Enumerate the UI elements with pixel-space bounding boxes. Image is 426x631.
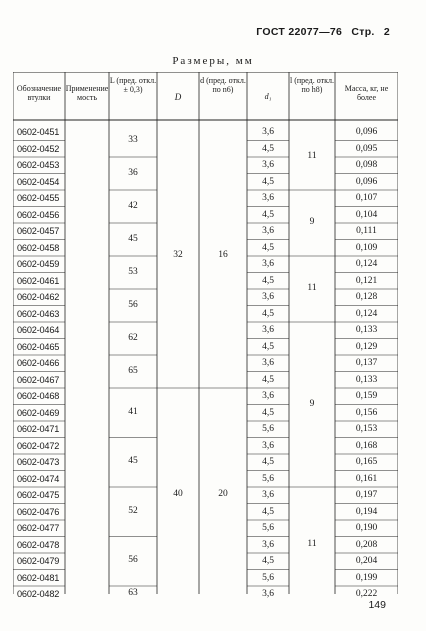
d1-cell: 3,6 <box>262 440 274 451</box>
designation-cell: 0602-0463 <box>17 308 60 319</box>
mass-cell: 0,161 <box>355 473 378 484</box>
d1-cell: 3,6 <box>262 259 274 269</box>
L-cell: 41 <box>128 406 138 417</box>
designation-cell: 0602-0456 <box>17 209 60 220</box>
mass-cell: 0,222 <box>355 589 378 599</box>
mass-cell: 0,208 <box>355 539 378 550</box>
l-cell: 11 <box>307 151 317 161</box>
page-number: 149 <box>368 599 386 611</box>
designation-cell: 0602-0475 <box>17 490 60 500</box>
designation-cell: 0602-0451 <box>17 127 60 137</box>
d1-cell: 5,6 <box>262 424 274 434</box>
d1-cell: 4,5 <box>262 275 274 286</box>
mass-cell: 0,199 <box>355 572 378 583</box>
d-cell: 20 <box>218 489 228 500</box>
designation-cell: 0602-0467 <box>17 374 60 385</box>
d1-cell: 3,6 <box>262 292 274 302</box>
designation-cell: 0602-0482 <box>17 589 60 599</box>
d1-cell: 4,5 <box>262 506 274 517</box>
designation-cell: 0602-0473 <box>17 457 60 467</box>
table-title: Размеры, мм <box>172 55 254 67</box>
col-header-mass: Масса, кг, не более <box>344 84 389 103</box>
d1-cell: 3,6 <box>262 589 274 599</box>
d-cell: 16 <box>218 250 228 260</box>
mass-cell: 0,153 <box>355 424 378 434</box>
d1-cell: 5,6 <box>262 473 274 484</box>
d1-cell: 3,6 <box>262 325 274 335</box>
mass-cell: 0,168 <box>355 440 378 451</box>
d1-cell: 5,6 <box>262 572 274 583</box>
mass-cell: 0,098 <box>355 160 378 170</box>
d1-cell: 3,6 <box>262 193 274 203</box>
dimensions-table <box>13 72 398 599</box>
designation-cell: 0602-0452 <box>17 143 60 154</box>
mass-cell: 0,095 <box>355 143 378 154</box>
designation-cell: 0602-0476 <box>17 506 60 517</box>
L-cell: 56 <box>128 299 138 310</box>
col-header-designation: Обозначение втулки <box>16 84 62 103</box>
designation-cell: 0602-0454 <box>17 176 60 187</box>
d1-cell: 3,6 <box>262 127 274 137</box>
L-cell: 45 <box>128 456 138 467</box>
l-cell: 9 <box>309 217 315 227</box>
col-header-l: l (пред. откл. по h8) <box>290 76 334 95</box>
d1-cell: 4,5 <box>262 556 274 566</box>
designation-cell: 0602-0468 <box>17 391 60 401</box>
designation-cell: 0602-0479 <box>17 556 60 566</box>
L-cell: 36 <box>128 167 138 178</box>
designation-cell: 0602-0464 <box>17 325 60 335</box>
d1-cell: 3,6 <box>262 160 274 170</box>
D-cell: 40 <box>173 489 183 500</box>
col-header-d1: d₁ <box>264 92 272 101</box>
mass-cell: 0,197 <box>355 490 378 500</box>
l-cell: 9 <box>309 398 315 409</box>
L-cell: 56 <box>128 555 138 566</box>
designation-cell: 0602-0472 <box>17 440 60 451</box>
standard-number: ГОСТ 22077—76 <box>256 26 343 38</box>
d1-cell: 4,5 <box>262 374 274 385</box>
designation-cell: 0602-0462 <box>17 292 60 302</box>
designation-cell: 0602-0461 <box>17 275 60 286</box>
designation-cell: 0602-0474 <box>17 473 60 484</box>
page-header <box>250 26 390 38</box>
mass-cell: 0,156 <box>355 407 378 418</box>
d1-cell: 4,5 <box>262 341 274 352</box>
designation-cell: 0602-0471 <box>17 424 60 434</box>
designation-cell: 0602-0466 <box>17 358 60 368</box>
D-cell: 32 <box>173 250 183 260</box>
d1-cell: 3,6 <box>262 539 274 550</box>
d1-cell: 4,5 <box>262 407 274 418</box>
d1-cell: 3,6 <box>262 391 274 401</box>
designation-cell: 0602-0465 <box>17 341 60 352</box>
mass-cell: 0,129 <box>355 341 378 352</box>
designation-cell: 0602-0478 <box>17 539 60 550</box>
mass-cell: 0,124 <box>355 259 378 269</box>
mass-cell: 0,137 <box>355 358 378 368</box>
mass-cell: 0,133 <box>355 374 378 385</box>
mass-cell: 0,159 <box>355 391 378 401</box>
col-header-application: Применение мость <box>65 84 109 103</box>
page-num: 2 <box>383 26 390 38</box>
mass-cell: 0,190 <box>355 523 378 533</box>
d1-cell: 4,5 <box>262 308 274 319</box>
mass-cell: 0,096 <box>355 127 378 137</box>
d1-cell: 3,6 <box>262 226 274 236</box>
L-cell: 52 <box>128 505 138 516</box>
col-header-D: D <box>174 92 182 102</box>
d1-cell: 5,6 <box>262 523 274 533</box>
L-cell: 42 <box>128 200 138 211</box>
col-header-d: d (пред. откл. по n6) <box>200 76 246 95</box>
designation-cell: 0602-0458 <box>17 242 60 253</box>
d1-cell: 4,5 <box>262 209 274 220</box>
mass-cell: 0,165 <box>355 457 378 467</box>
mass-cell: 0,111 <box>356 226 377 236</box>
L-cell: 62 <box>128 332 138 343</box>
d1-cell: 3,6 <box>262 358 274 368</box>
L-cell: 45 <box>128 233 138 244</box>
L-cell: 63 <box>128 588 138 599</box>
l-cell: 11 <box>307 283 317 293</box>
designation-cell: 0602-0477 <box>17 523 60 533</box>
d1-cell: 4,5 <box>262 242 274 253</box>
l-cell: 11 <box>307 538 317 549</box>
d1-cell: 4,5 <box>262 176 274 187</box>
designation-cell: 0602-0457 <box>17 226 60 236</box>
mass-cell: 0,121 <box>355 275 378 286</box>
col-header-L: L (пред. откл. ± 0,3) <box>109 76 157 95</box>
L-cell: 53 <box>128 266 138 277</box>
d1-cell: 3,6 <box>262 490 274 500</box>
designation-cell: 0602-0453 <box>17 160 60 170</box>
page-label: Стр. <box>351 26 375 38</box>
d1-cell: 4,5 <box>262 457 274 467</box>
mass-cell: 0,107 <box>355 193 378 203</box>
mass-cell: 0,133 <box>355 325 378 335</box>
mass-cell: 0,109 <box>355 242 378 253</box>
mass-cell: 0,124 <box>355 308 378 319</box>
d1-cell: 4,5 <box>262 143 274 154</box>
L-cell: 33 <box>128 134 138 145</box>
designation-cell: 0602-0459 <box>17 259 60 269</box>
designation-cell: 0602-0481 <box>17 572 60 583</box>
mass-cell: 0,104 <box>355 209 378 220</box>
mass-cell: 0,128 <box>355 292 378 302</box>
mass-cell: 0,096 <box>355 176 378 187</box>
mass-cell: 0,194 <box>355 506 378 517</box>
mass-cell: 0,204 <box>355 556 378 566</box>
L-cell: 65 <box>128 365 138 376</box>
designation-cell: 0602-0469 <box>17 407 60 418</box>
designation-cell: 0602-0455 <box>17 193 60 203</box>
